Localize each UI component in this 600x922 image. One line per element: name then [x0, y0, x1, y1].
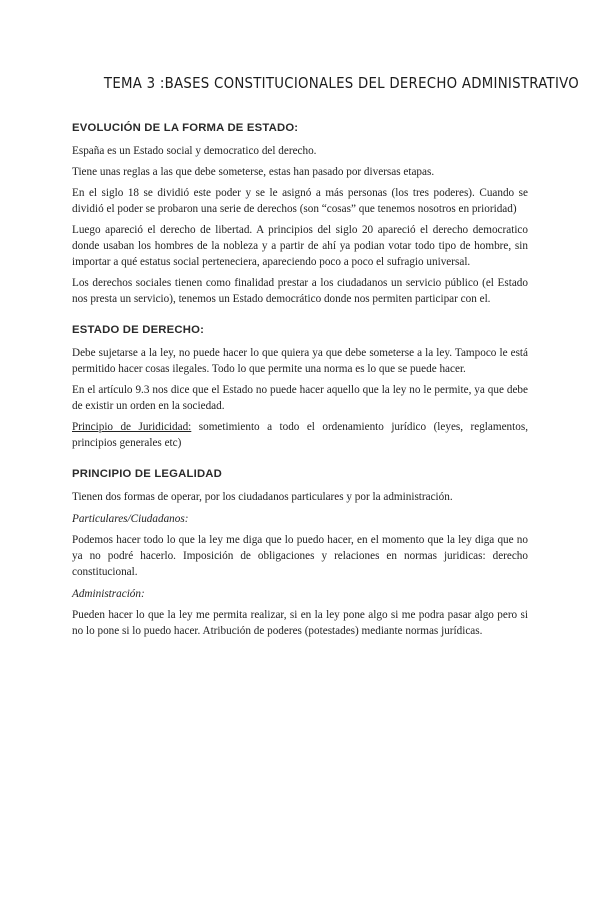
section-heading: EVOLUCIÓN DE LA FORMA DE ESTADO:: [72, 122, 299, 134]
section-legalidad: [72, 468, 528, 639]
section-heading: PRINCIPIO DE LEGALIDAD: [72, 468, 223, 480]
paragraph: [72, 419, 528, 451]
section-evolucion: [72, 122, 528, 307]
paragraph: Debe sujetarse a la ley, no puede hacer lo que quiera ya que debe someterse a la ley. Tampoco le está permitido hacer cosas ilegales. Todo lo que permite una norma es lo que se puede hacer.: [72, 347, 528, 375]
paragraph-text: sometimiento a todo el ordenamiento jurídico (leyes, reglamentos, principios generales etc): [72, 421, 528, 449]
section-estado-derecho: [72, 324, 528, 451]
paragraph: Tiene unas reglas a las que debe someterse, estas han pasado por diversas etapas.: [72, 166, 435, 178]
document-page: [0, 74, 600, 922]
subheading: Administración:: [72, 588, 145, 600]
paragraph: Podemos hacer todo lo que la ley me diga que lo puedo hacer, en el momento que la ley diga que no ya no podré hacerlo. Imposición de obligaciones y relaciones en normas juridicas: derecho constitucional.: [72, 534, 528, 578]
paragraph: Luego apareció el derecho de libertad. A principios del siglo 20 apareció el derecho democratico donde usaban los hombres de la nobleza y a partir de ahí ya podian votar todo tipo de hombre, sin importar a qué estatus social perteneciera, apareciendo poco a poco el sufragio universal.: [72, 224, 528, 268]
section-heading: ESTADO DE DERECHO:: [72, 324, 205, 336]
paragraph: Tienen dos formas de operar, por los ciudadanos particulares y por la administración.: [72, 491, 453, 503]
paragraph: En el siglo 18 se dividió este poder y se le asignó a más personas (los tres poderes). Cuando se dividió el poder se probaron una serie de derechos (son “cosas” que tenemos nosotros en prioridad): [72, 187, 528, 215]
paragraph: Pueden hacer lo que la ley me permita realizar, si en la ley pone algo si me podra pasar algo pero si no lo pone si lo puedo hacer. Atribución de poderes (potestades) mediante normas jurídicas.: [72, 609, 528, 637]
underlined-term: Principio de Juridicidad:: [72, 421, 192, 433]
paragraph: Los derechos sociales tienen como finalidad prestar a los ciudadanos un servicio público (el Estado nos presta un servicio), tenemos un Estado democrático donde nos permiten participar con el.: [72, 277, 528, 305]
paragraph: España es un Estado social y democratico del derecho.: [72, 145, 317, 157]
subheading: Particulares/Ciudadanos:: [72, 513, 189, 525]
paragraph: En el artículo 9.3 nos dice que el Estado no puede hacer aquello que la ley no le permite, ya que debe de existir un orden en la sociedad.: [72, 384, 528, 412]
document-title: TEMA 3 :BASES CONSTITUCIONALES DEL DERECHO ADMINISTRATIVO: [103, 74, 580, 92]
